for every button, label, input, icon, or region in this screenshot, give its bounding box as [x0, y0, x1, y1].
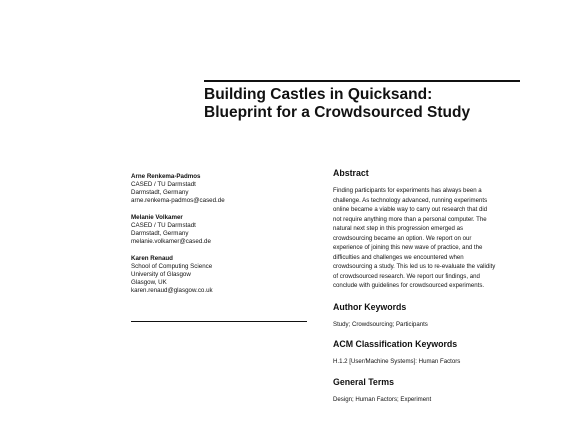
- abstract-line: online became a viable way to carry out research that did: [333, 206, 488, 213]
- general-terms-heading: General Terms: [333, 376, 394, 387]
- right-column: [333, 168, 533, 414]
- author-email: karen.renaud@glasgow.co.uk: [131, 287, 213, 295]
- abstract-line: Finding participants for experiments has always been a: [333, 187, 482, 194]
- author-location: Darmstadt, Germany: [131, 189, 189, 197]
- abstract-line: crowdsourcing a study. This led us to re-evaluate the validity: [333, 263, 496, 270]
- abstract-text: [333, 186, 533, 291]
- abstract-line: difficulties and challenges we encountered when: [333, 253, 464, 261]
- general-terms-line: Design; Human Factors; Experiment: [333, 395, 432, 403]
- author-3: [131, 255, 311, 295]
- general-terms-section: [333, 377, 533, 405]
- author-name: Karen Renaud: [131, 254, 173, 262]
- author-keywords-section: [333, 302, 533, 330]
- abstract-line: experience of joining this new wave of practice, and the: [333, 244, 483, 251]
- acm-keywords-section: [333, 339, 533, 367]
- author-keywords-line: Study; Crowdsourcing; Participants: [333, 320, 428, 328]
- author-location: Glasgow, UK: [131, 279, 167, 287]
- author-name: Melanie Volkamer: [131, 213, 183, 221]
- title-line-1: Building Castles in Quicksand:: [204, 86, 433, 103]
- abstract-section: [333, 168, 533, 291]
- paper-title: [204, 86, 534, 122]
- author-name: Arne Renkema-Padmos: [131, 173, 201, 180]
- acm-keywords-text: [333, 357, 533, 367]
- abstract-heading: Abstract: [333, 168, 369, 178]
- authors-rule: [131, 321, 307, 322]
- abstract-line: crowdsourcing became an option. We report on our: [333, 234, 472, 242]
- title-line-2: Blueprint for a Crowdsourced Study: [204, 104, 471, 121]
- author-keywords-text: [333, 320, 533, 330]
- author-block: [131, 173, 311, 304]
- author-institution: University of Glasgow: [131, 270, 191, 278]
- general-terms-text: [333, 395, 533, 405]
- author-affiliation: School of Computing Science: [131, 262, 213, 270]
- acm-keywords-line: H.1.2 [User/Machine Systems]: Human Factors: [333, 358, 461, 365]
- title-rule: [204, 80, 520, 82]
- abstract-line: of crowdsourced research. We report our findings, and: [333, 272, 480, 280]
- author-2: [131, 214, 311, 246]
- abstract-line: challenge. As technology advanced, running experiments: [333, 196, 488, 204]
- author-email: arne.renkema-padmos@cased.de: [131, 197, 225, 205]
- abstract-line: conclude with guidelines for crowdsourced experiments.: [333, 282, 485, 289]
- author-email: melanie.volkamer@cased.de: [131, 238, 211, 246]
- abstract-line: not require anything more than a personal computer. The: [333, 215, 487, 223]
- author-location: Darmstadt, Germany: [131, 230, 189, 238]
- acm-keywords-heading: ACM Classification Keywords: [333, 339, 458, 349]
- abstract-line: natural next step in this progression emerged as: [333, 225, 464, 232]
- author-1: [131, 173, 311, 205]
- author-affiliation: CASED / TU Darmstadt: [131, 221, 196, 229]
- author-affiliation: CASED / TU Darmstadt: [131, 181, 196, 189]
- author-keywords-heading: Author Keywords: [333, 301, 407, 312]
